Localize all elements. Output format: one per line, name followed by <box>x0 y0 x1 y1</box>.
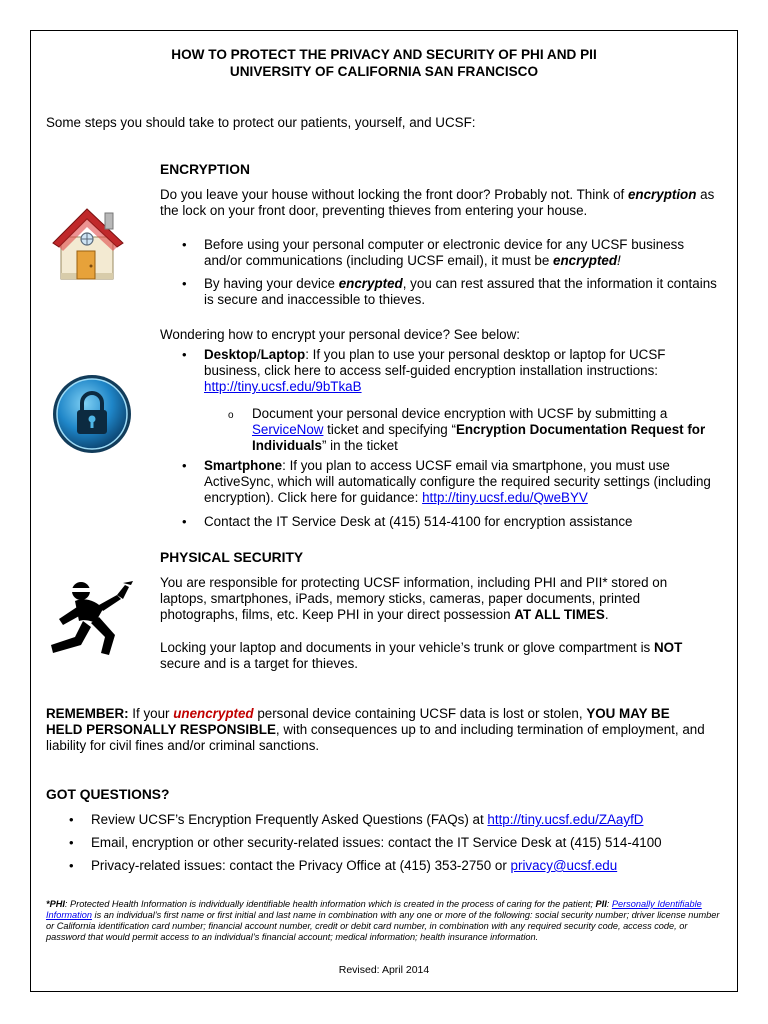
encryption-paragraph <box>160 187 730 219</box>
physical-security-heading: PHYSICAL SECURITY <box>160 550 304 565</box>
lock-icon <box>51 373 133 455</box>
remember-b: personal device containing UCSF data is lost or stolen, <box>253 706 587 721</box>
footnote-pii-sep: : <box>606 899 612 909</box>
wonder-text: Wondering how to encrypt your personal device? See below: <box>160 327 521 342</box>
q2-text: Email, encryption or other security-related issues: contact the IT Service Desk at (415) 514-4100 <box>91 835 662 850</box>
desk-slash: / <box>256 347 261 362</box>
questions-heading: GOT QUESTIONS? <box>46 787 170 802</box>
bullet-marker: • <box>182 458 187 473</box>
enc-p1-a: Do you leave your house without locking the front door? Probably not. Think of <box>160 187 628 202</box>
document-page <box>30 30 738 992</box>
enc-b2-a: By having your device <box>204 276 339 291</box>
privacy-email-link[interactable]: privacy@ucsf.edu <box>510 858 618 873</box>
q3-a: Privacy-related issues: contact the Privacy Office at (415) 353-2750 or <box>91 858 511 873</box>
enc-p1-c: as the lock on your front door, preventing thieves from entering your house. <box>160 187 715 218</box>
phys-p1-a: You are responsible for protecting UCSF information, including PHI and PII* stored on laptops, smartphones, iPads, memory sticks, cameras, paper documents, printed photographs, films, etc. Keep PHI in your direct possession <box>160 575 668 622</box>
doc-title: HOW TO PROTECT THE PRIVACY AND SECURITY OF PHI AND PII <box>171 47 597 62</box>
phys-p1-c: . <box>604 607 609 622</box>
enc-p1-emph: encryption <box>627 187 697 202</box>
desk-text: : If you plan to use your personal desktop or laptop for UCSF business, click here to access self-guided encryption installation instructions: <box>204 347 666 378</box>
enc-b1-a: Before using your personal computer or electronic device for any UCSF business and/or communications (including UCSF email), it must be <box>204 237 685 268</box>
laptop-label: Laptop <box>260 347 306 362</box>
remember-red: unencrypted <box>173 706 254 721</box>
sub-a: Document your personal device encryption with UCSF by submitting a <box>252 406 668 421</box>
physical-paragraph-2 <box>160 640 705 672</box>
remember-bold: YOU MAY BE HELD PERSONALLY RESPONSIBLE <box>46 706 670 737</box>
footnote-phi-label: *PHI <box>46 899 65 909</box>
bullet-marker: • <box>182 237 187 252</box>
remember-a: If your <box>128 706 174 721</box>
sub-bold: Encryption Documentation Request for Individuals <box>252 422 706 453</box>
sub-list-item <box>228 406 728 454</box>
phys-p2-bold: NOT <box>653 640 683 655</box>
phys-p2-c: secure and is a target for thieves. <box>160 656 358 671</box>
sub-bullet-marker: o <box>228 410 234 421</box>
bullet-marker: • <box>69 858 74 873</box>
bullet-marker: • <box>182 276 187 291</box>
enc-b2-c: , you can rest assured that the information it contains is secure and inaccessible to thieves. <box>204 276 717 307</box>
enc-b1-c: ! <box>617 253 621 268</box>
smartphone-label: Smartphone <box>204 458 283 473</box>
footnote <box>46 899 726 943</box>
footnote-phi-text: : Protected Health Information is individually identifiable health information which is created in the process of caring for the patient; <box>64 899 596 909</box>
bullet-marker: • <box>69 812 74 827</box>
encryption-heading: ENCRYPTION <box>160 162 250 177</box>
physical-paragraph-1 <box>160 575 700 623</box>
bullet-marker: • <box>69 835 74 850</box>
remember-paragraph <box>46 706 706 754</box>
phone-text: : If you plan to access UCSF email via smartphone, you must use ActiveSync, which will automatically configure the required security settings (including encryption). Click here for guidance: <box>204 458 711 505</box>
pii-link[interactable]: Personally Identifiable Information <box>46 899 702 920</box>
bullet-marker: • <box>182 347 187 362</box>
sub-b: ticket and specifying “ <box>323 422 456 437</box>
enc-b2-emph: encrypted <box>338 276 403 291</box>
desktop-instructions-link[interactable]: http://tiny.ucsf.edu/9bTkaB <box>204 379 362 394</box>
footnote-pii-label: PII <box>595 899 607 909</box>
phys-p2-a: Locking your laptop and documents in your vehicle’s trunk or glove compartment is <box>160 640 654 655</box>
faq-link[interactable]: http://tiny.ucsf.edu/ZAayfD <box>487 812 644 827</box>
doc-subtitle: UNIVERSITY OF CALIFORNIA SAN FRANCISCO <box>229 64 539 79</box>
servicenow-link[interactable]: ServiceNow <box>252 422 324 437</box>
intro-text: Some steps you should take to protect our patients, yourself, and UCSF: <box>46 115 476 130</box>
sub-c: ” in the ticket <box>321 438 398 453</box>
remember-c: , with consequences up to and including termination of employment, and liability for civil fines and/or criminal sanctions. <box>46 722 705 753</box>
thief-icon <box>45 579 135 657</box>
revised-date: Revised: April 2014 <box>338 964 430 976</box>
remember-label: REMEMBER: <box>46 706 129 721</box>
phys-p1-bold: AT ALL TIMES <box>514 607 605 622</box>
smartphone-guidance-link[interactable]: http://tiny.ucsf.edu/QweBYV <box>422 490 588 505</box>
contact-text: Contact the IT Service Desk at (415) 514-4100 for encryption assistance <box>204 514 633 529</box>
footnote-pii-text: is an individual’s first name or first initial and last name in combination with any one or more of the following: social security number; driver license number or California identification card number; financial account number, credit or debit card number, in combination with any required security code, access code, or password that would permit access to an individual’s financial account; medical information; health insurance information. <box>46 910 720 942</box>
house-icon <box>49 203 131 285</box>
q1-a: Review UCSF’s Encryption Frequently Asked Questions (FAQs) at <box>91 812 488 827</box>
bullet-marker: • <box>182 514 187 529</box>
enc-b1-emph: encrypted <box>553 253 618 268</box>
desktop-label: Desktop <box>204 347 257 362</box>
